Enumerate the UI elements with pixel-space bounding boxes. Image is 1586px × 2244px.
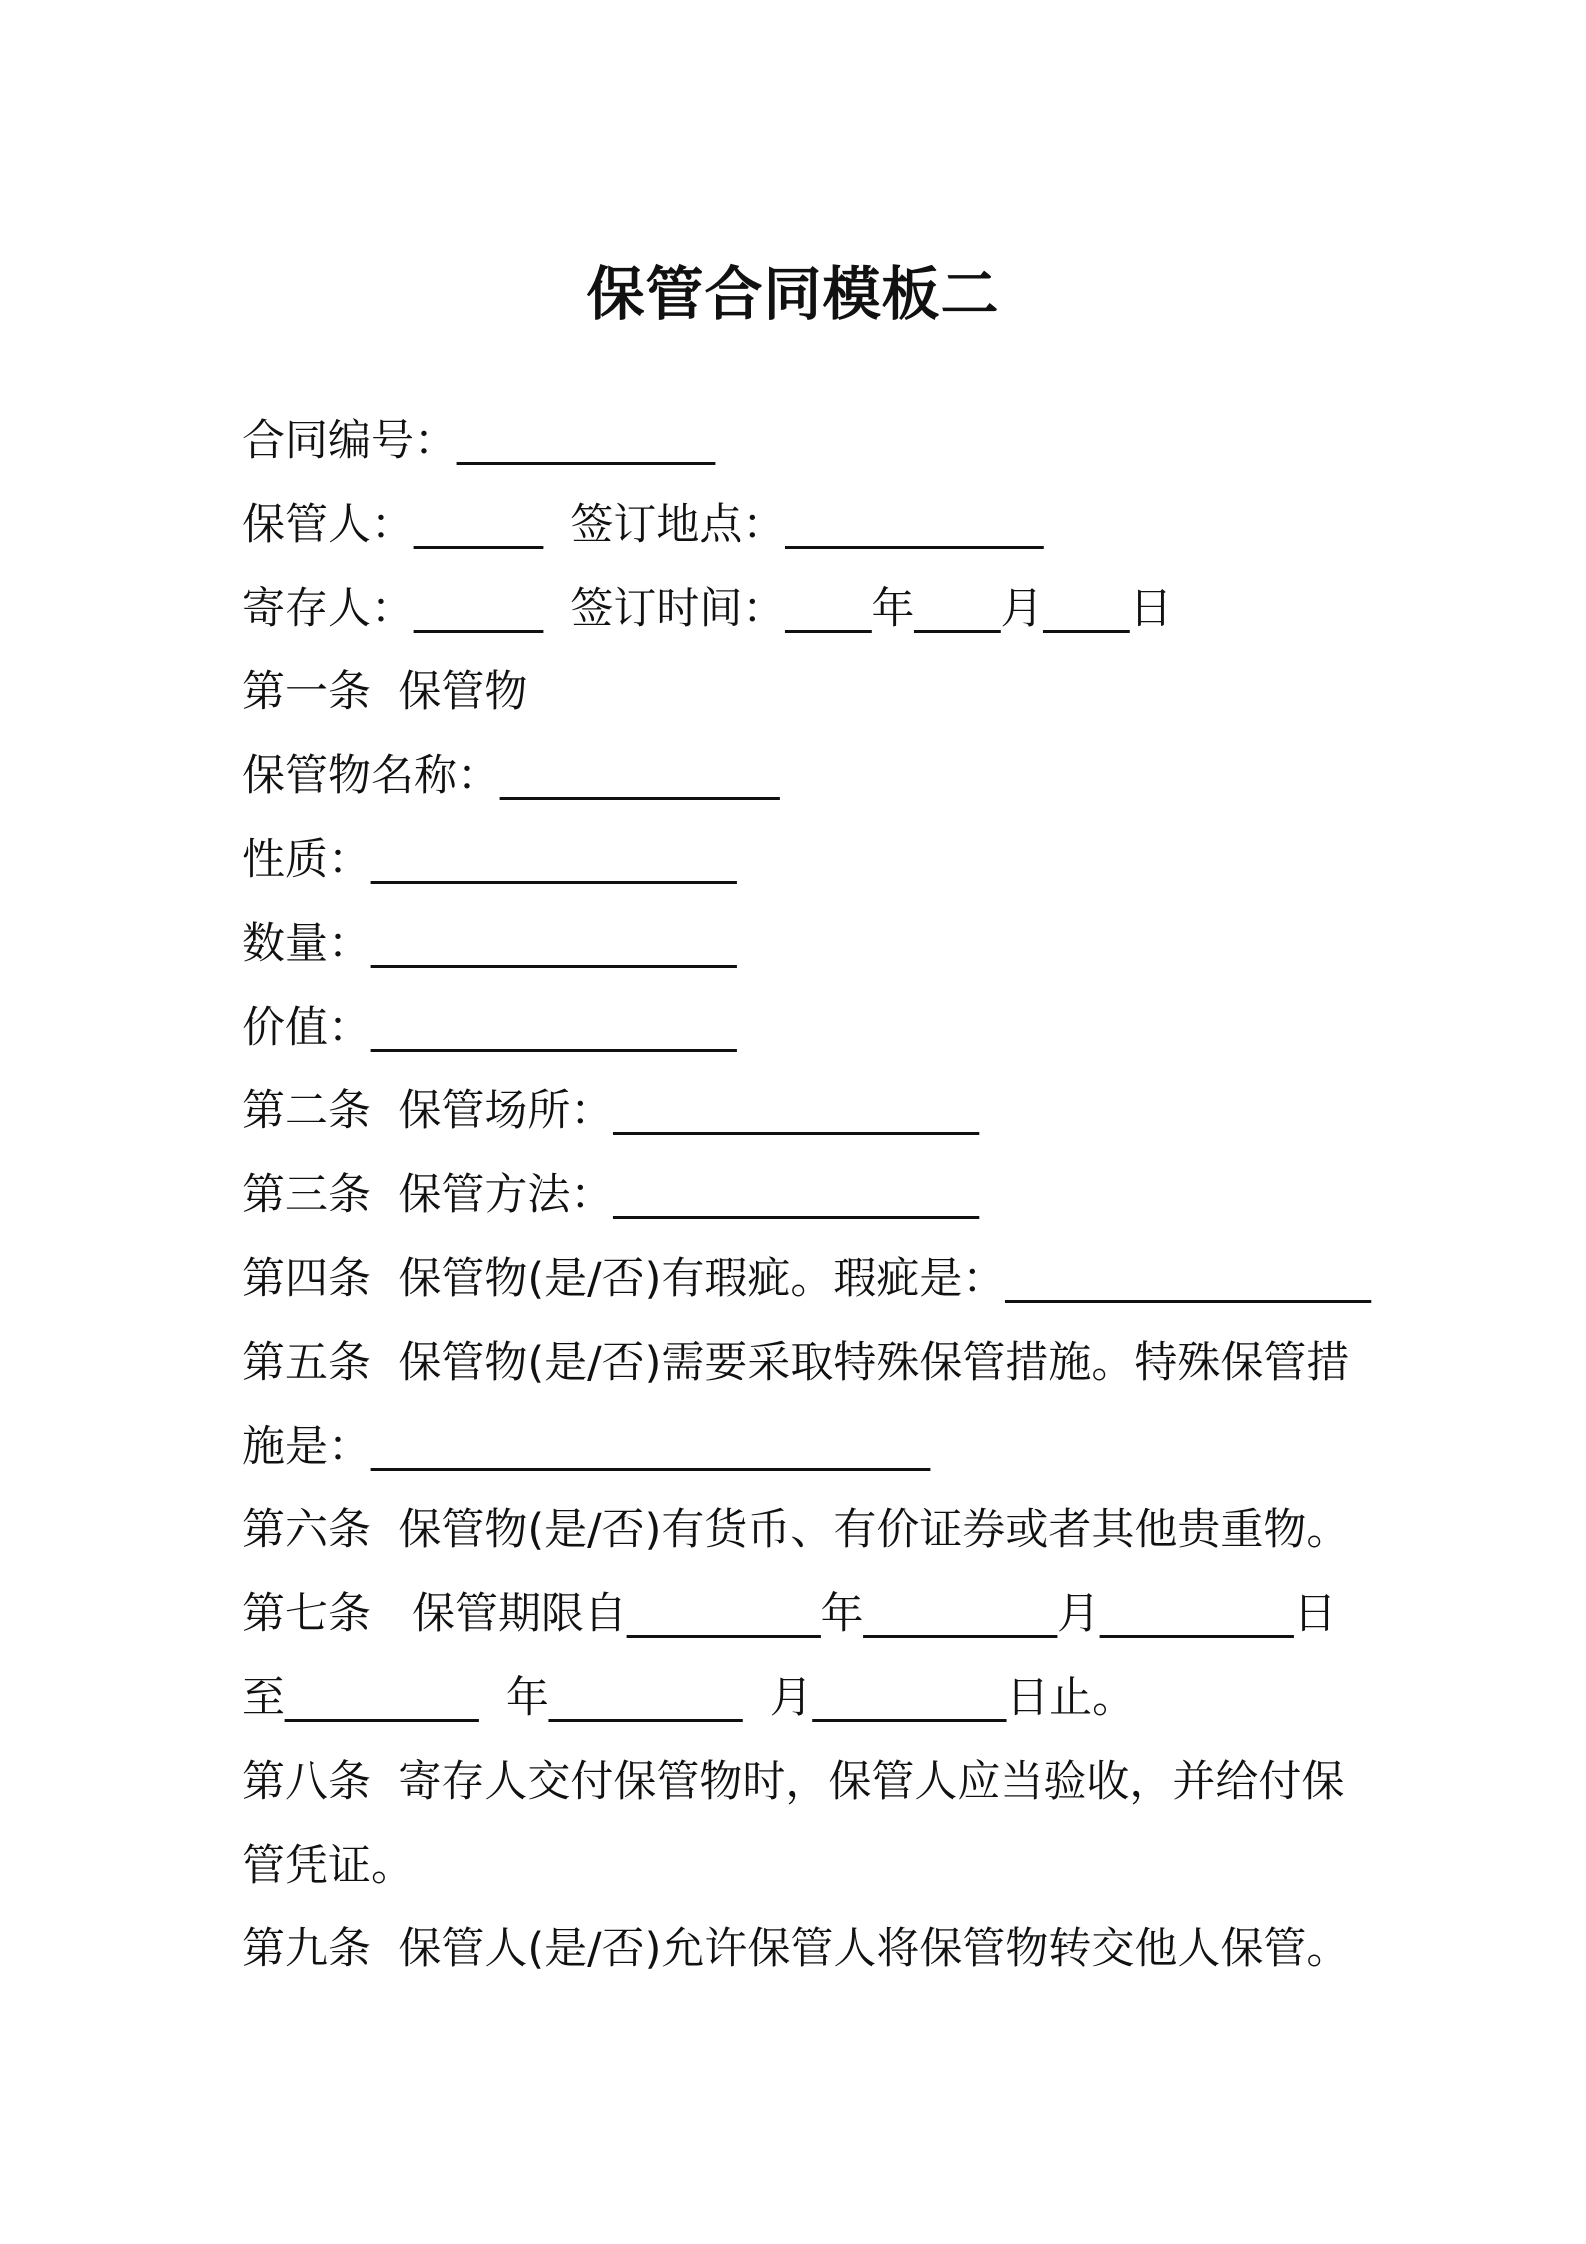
contract-number-line: 合同编号：____________ [242, 416, 715, 466]
article-3-line: 第三条 保管方法：_________________ [242, 1170, 979, 1221]
article-9-line: 第九条 保管人(是/否)允许保管人将保管物转交他人保管。 [242, 1924, 1350, 1975]
article-5-continuation: 施是：__________________________ [242, 1421, 930, 1472]
document-title: 保管合同模板二 [586, 260, 1000, 328]
article-2-line: 第二条 保管场所：_________________ [242, 1086, 979, 1137]
depositor-date-line: 寄存人：______ 签订时间：____年____月____日 [242, 583, 1173, 634]
item-quantity-line: 数量：_________________ [242, 918, 737, 969]
item-name-line: 保管物名称：_____________ [242, 751, 780, 802]
article-8-continuation: 管凭证。 [242, 1840, 414, 1891]
article-1-heading: 第一条 保管物 [242, 667, 528, 718]
article-8-line: 第八条 寄存人交付保管物时，保管人应当验收，并给付保 [242, 1756, 1345, 1807]
custodian-location-line: 保管人：______ 签订地点：____________ [242, 499, 1044, 550]
article-5-line: 第五条 保管物(是/否)需要采取特殊保管措施。特殊保管措 [242, 1337, 1350, 1388]
item-value-line: 价值：_________________ [242, 1002, 737, 1053]
article-6-line: 第六条 保管物(是/否)有货币、有价证券或者其他贵重物。 [242, 1505, 1350, 1556]
item-nature-line: 性质：_________________ [242, 834, 737, 885]
article-7-line: 第七条 保管期限自_________年_________月_________日 [242, 1589, 1337, 1640]
article-7-continuation: 至_________ 年_________ 月_________日止。 [242, 1672, 1136, 1723]
article-4-line: 第四条 保管物(是/否)有瑕疵。瑕疵是：_________________ [242, 1253, 1371, 1304]
document-body [242, 400, 1371, 1992]
